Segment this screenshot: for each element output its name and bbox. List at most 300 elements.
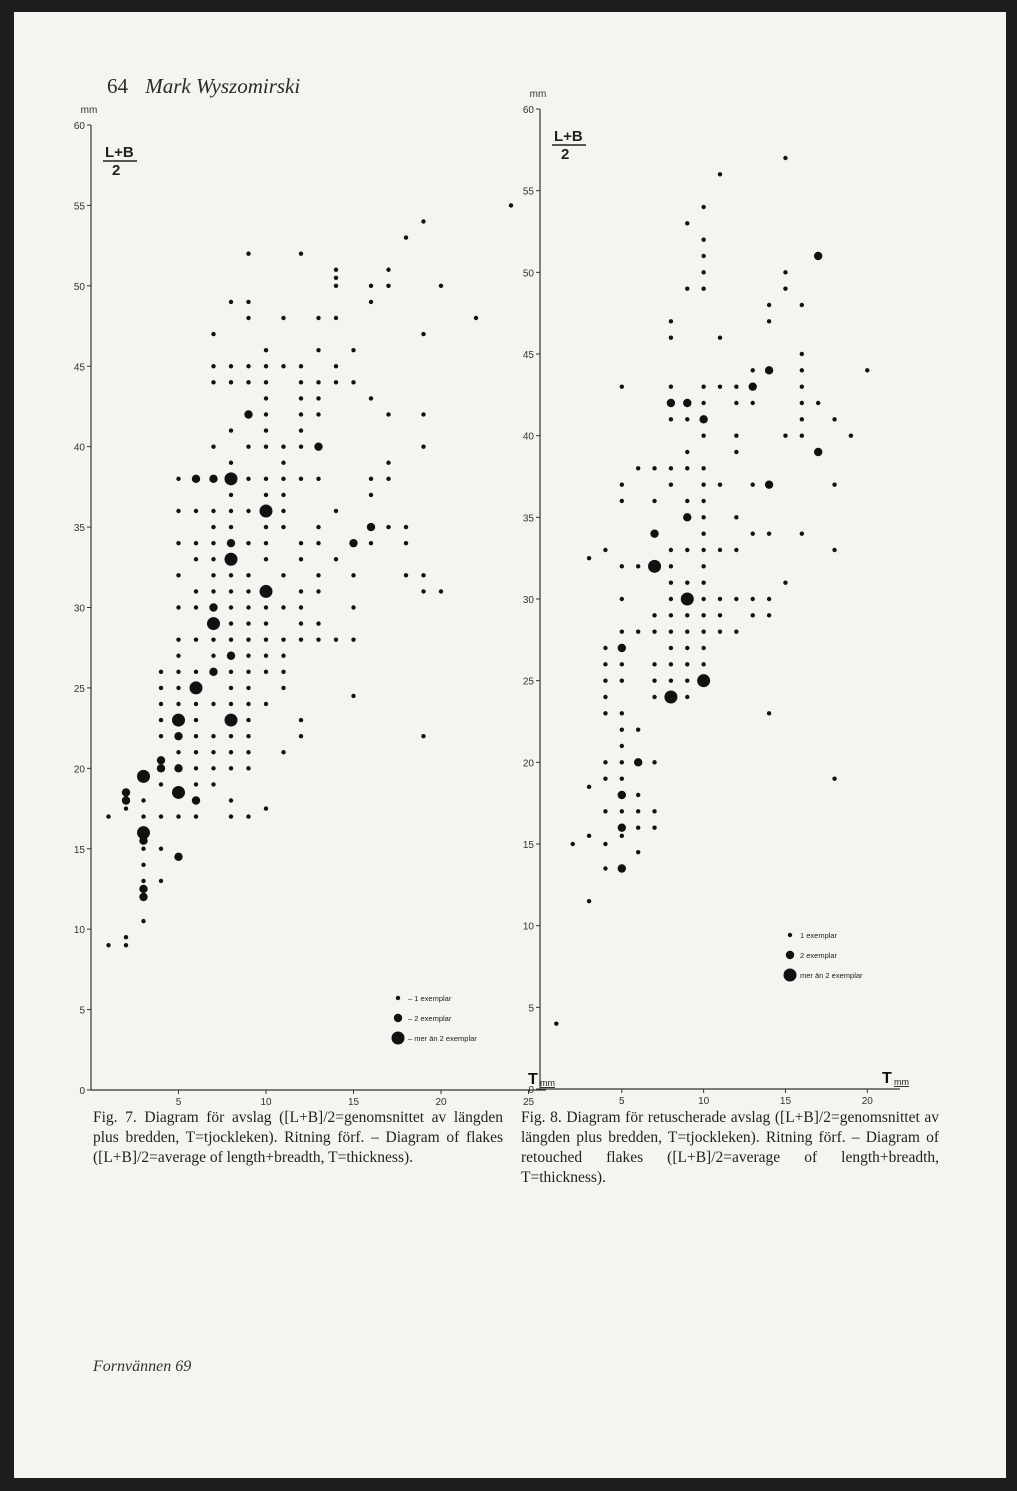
data-point: [603, 776, 607, 780]
y-tick-label: 0: [79, 1086, 85, 1097]
data-point: [246, 814, 250, 818]
data-point: [211, 766, 215, 770]
data-point: [701, 613, 705, 617]
data-point: [421, 219, 425, 223]
data-point: [246, 686, 250, 690]
data-point: [669, 548, 673, 552]
data-point: [603, 809, 607, 813]
data-point: [751, 482, 755, 486]
data-point: [349, 539, 357, 547]
data-point: [159, 847, 163, 851]
data-point: [718, 172, 722, 176]
data-point: [620, 662, 624, 666]
data-point: [316, 412, 320, 416]
data-point: [211, 541, 215, 545]
data-point: [314, 442, 322, 450]
data-point: [299, 477, 303, 481]
data-point: [718, 548, 722, 552]
data-point: [244, 410, 252, 418]
data-point: [751, 401, 755, 405]
data-point: [701, 286, 705, 290]
data-point: [246, 670, 250, 674]
data-point: [299, 412, 303, 416]
data-point: [141, 847, 145, 851]
data-point: [734, 597, 738, 601]
data-point: [603, 646, 607, 650]
data-point: [211, 637, 215, 641]
data-point: [800, 384, 804, 388]
data-point: [281, 670, 285, 674]
data-point: [281, 750, 285, 754]
x-tick-label: 10: [698, 1096, 710, 1107]
data-point: [229, 493, 233, 497]
legend-label: 2 exemplar: [800, 951, 838, 960]
data-point: [299, 557, 303, 561]
data-point: [620, 678, 624, 682]
data-point: [264, 477, 268, 481]
data-point: [194, 605, 198, 609]
data-point: [718, 335, 722, 339]
data-point: [281, 364, 285, 368]
legend-marker: [786, 951, 794, 959]
data-point: [211, 557, 215, 561]
data-point: [246, 509, 250, 513]
data-point: [685, 678, 689, 682]
y-tick-label: 40: [522, 431, 534, 443]
data-point: [334, 316, 338, 320]
data-point: [620, 776, 624, 780]
data-point: [620, 597, 624, 601]
data-point: [264, 702, 268, 706]
data-point: [281, 509, 285, 513]
data-point: [701, 548, 705, 552]
y-axis-label-denominator: 2: [561, 146, 570, 163]
data-point: [246, 621, 250, 625]
data-point: [701, 564, 705, 568]
y-tick-label: 45: [73, 362, 85, 374]
data-point: [225, 472, 238, 485]
data-point: [734, 515, 738, 519]
data-point: [734, 548, 738, 552]
data-point: [264, 412, 268, 416]
y-unit-label: mm: [80, 105, 98, 116]
data-point: [281, 316, 285, 320]
data-point: [701, 646, 705, 650]
data-point: [299, 718, 303, 722]
data-point: [783, 286, 787, 290]
data-point: [421, 332, 425, 336]
data-point: [316, 573, 320, 577]
data-point: [229, 637, 233, 641]
data-point: [260, 505, 273, 518]
data-point: [816, 401, 820, 405]
data-point: [207, 617, 220, 630]
figure-7-caption: Fig. 7. Diagram för avslag ([L+B]/2=genomsnittet av längden plus bredden, T=tjockleken). Ritning förf. – Diagram of flakes ([L+B]/2=average of length+breadth, T=thickness).: [93, 1109, 503, 1166]
data-point: [194, 814, 198, 818]
data-point: [814, 252, 822, 260]
data-point: [176, 605, 180, 609]
data-point: [734, 629, 738, 633]
data-point: [386, 477, 390, 481]
data-point: [718, 613, 722, 617]
data-point: [174, 764, 182, 772]
data-point: [211, 750, 215, 754]
data-point: [669, 319, 673, 323]
data-point: [229, 750, 233, 754]
data-point: [751, 613, 755, 617]
data-point: [264, 605, 268, 609]
data-point: [225, 714, 238, 727]
data-point: [718, 629, 722, 633]
data-point: [685, 450, 689, 454]
data-point: [620, 482, 624, 486]
data-point: [246, 734, 250, 738]
data-point: [701, 237, 705, 241]
data-point: [767, 319, 771, 323]
x-unit-label: mm: [894, 1077, 909, 1087]
data-point: [141, 863, 145, 867]
data-point: [439, 284, 443, 288]
x-axis-label: T: [528, 1071, 538, 1088]
data-point: [159, 702, 163, 706]
data-point: [229, 300, 233, 304]
data-point: [316, 637, 320, 641]
data-point: [734, 384, 738, 388]
data-point: [176, 670, 180, 674]
data-point: [701, 401, 705, 405]
data-point: [176, 573, 180, 577]
data-point: [386, 525, 390, 529]
data-point: [190, 681, 203, 694]
data-point: [141, 879, 145, 883]
data-point: [194, 718, 198, 722]
data-point: [194, 750, 198, 754]
data-point: [176, 637, 180, 641]
data-point: [299, 364, 303, 368]
y-tick-label: 30: [522, 595, 534, 606]
data-point: [421, 444, 425, 448]
y-tick-label: 0: [528, 1085, 534, 1096]
data-point: [652, 695, 656, 699]
figure-8-scatter-chart: [502, 85, 909, 1107]
data-point: [316, 316, 320, 320]
data-point: [211, 444, 215, 448]
legend-label: mer än 2 exemplar: [800, 971, 863, 980]
data-point: [264, 654, 268, 658]
data-point: [669, 384, 673, 388]
author-name: Mark Wyszomirski: [145, 74, 301, 98]
data-point: [800, 531, 804, 535]
data-point: [159, 686, 163, 690]
data-point: [229, 380, 233, 384]
y-tick-label: 50: [522, 268, 534, 280]
data-point: [832, 776, 836, 780]
data-point: [334, 557, 338, 561]
data-point: [636, 809, 640, 813]
data-point: [229, 734, 233, 738]
data-point: [749, 382, 757, 390]
data-point: [767, 531, 771, 535]
data-point: [603, 760, 607, 764]
data-point: [767, 597, 771, 601]
data-point: [587, 785, 591, 789]
data-point: [174, 732, 182, 740]
data-point: [316, 348, 320, 352]
data-point: [369, 541, 373, 545]
y-tick-label: 55: [522, 186, 534, 198]
data-point: [701, 499, 705, 503]
data-point: [141, 919, 145, 923]
data-point: [227, 652, 235, 660]
data-point: [620, 744, 624, 748]
data-point: [227, 539, 235, 547]
data-point: [211, 332, 215, 336]
data-point: [351, 573, 355, 577]
data-point: [194, 702, 198, 706]
data-point: [751, 531, 755, 535]
data-point: [404, 235, 408, 239]
data-point: [246, 718, 250, 722]
data-point: [351, 605, 355, 609]
data-point: [783, 156, 787, 160]
data-point: [554, 1021, 558, 1025]
data-point: [172, 786, 185, 799]
data-point: [246, 750, 250, 754]
data-point: [652, 809, 656, 813]
data-point: [264, 525, 268, 529]
data-point: [669, 335, 673, 339]
data-point: [767, 613, 771, 617]
data-point: [701, 433, 705, 437]
y-tick-label: 50: [73, 281, 85, 293]
data-point: [209, 603, 217, 611]
data-point: [669, 466, 673, 470]
data-point: [211, 573, 215, 577]
data-point: [229, 766, 233, 770]
data-point: [669, 417, 673, 421]
data-point: [603, 866, 607, 870]
x-tick-label: 15: [347, 1097, 360, 1108]
data-point: [334, 284, 338, 288]
data-point: [192, 796, 200, 804]
x-tick-label: 20: [861, 1096, 873, 1107]
data-point: [648, 560, 661, 573]
data-point: [751, 368, 755, 372]
data-point: [264, 637, 268, 641]
data-point: [246, 766, 250, 770]
data-point: [139, 885, 147, 893]
data-point: [620, 809, 624, 813]
figure-7-scatter-chart: [55, 95, 555, 1108]
data-point: [636, 793, 640, 797]
data-point: [246, 702, 250, 706]
data-point: [865, 368, 869, 372]
data-point: [176, 541, 180, 545]
data-point: [299, 637, 303, 641]
data-point: [421, 412, 425, 416]
data-point: [246, 364, 250, 368]
data-point: [159, 879, 163, 883]
data-point: [246, 573, 250, 577]
x-tick-label: 10: [260, 1097, 272, 1108]
data-point: [139, 893, 147, 901]
data-point: [699, 415, 707, 423]
data-point: [587, 834, 591, 838]
data-point: [124, 943, 128, 947]
data-point: [159, 670, 163, 674]
data-point: [652, 499, 656, 503]
data-point: [404, 573, 408, 577]
data-point: [157, 756, 165, 764]
data-point: [734, 450, 738, 454]
data-point: [571, 842, 575, 846]
data-point: [229, 573, 233, 577]
data-point: [669, 580, 673, 584]
data-point: [137, 826, 150, 839]
data-point: [767, 303, 771, 307]
data-point: [246, 605, 250, 609]
data-point: [334, 276, 338, 280]
data-point: [351, 694, 355, 698]
journal-footer: Fornvännen 69: [93, 1358, 192, 1375]
data-point: [264, 493, 268, 497]
data-point: [685, 646, 689, 650]
data-point: [229, 428, 233, 432]
data-point: [603, 695, 607, 699]
data-point: [669, 629, 673, 633]
data-point: [386, 461, 390, 465]
data-point: [800, 303, 804, 307]
data-point: [174, 853, 182, 861]
data-point: [176, 654, 180, 658]
data-point: [652, 629, 656, 633]
data-point: [620, 727, 624, 731]
data-point: [669, 597, 673, 601]
data-point: [211, 509, 215, 513]
y-tick-label: 30: [73, 603, 85, 615]
data-point: [229, 525, 233, 529]
data-point: [141, 798, 145, 802]
data-point: [701, 597, 705, 601]
data-point: [685, 417, 689, 421]
data-point: [334, 637, 338, 641]
data-point: [683, 399, 691, 407]
data-point: [229, 364, 233, 368]
data-point: [351, 380, 355, 384]
data-point: [421, 573, 425, 577]
data-point: [264, 428, 268, 432]
data-point: [685, 548, 689, 552]
data-point: [316, 477, 320, 481]
y-axis-label-denominator: 2: [112, 162, 121, 179]
data-point: [334, 268, 338, 272]
data-point: [211, 702, 215, 706]
data-point: [620, 499, 624, 503]
data-point: [264, 380, 268, 384]
data-point: [264, 806, 268, 810]
data-point: [718, 482, 722, 486]
data-point: [618, 864, 626, 872]
data-point: [176, 702, 180, 706]
data-point: [652, 825, 656, 829]
data-point: [718, 384, 722, 388]
x-unit-label: mm: [540, 1078, 555, 1088]
data-point: [159, 718, 163, 722]
data-point: [718, 597, 722, 601]
y-tick-label: 10: [73, 925, 85, 937]
data-point: [620, 760, 624, 764]
data-point: [299, 428, 303, 432]
data-point: [334, 380, 338, 384]
data-point: [211, 734, 215, 738]
data-point: [264, 348, 268, 352]
data-point: [669, 613, 673, 617]
data-point: [246, 251, 250, 255]
legend-label: – mer än 2 exemplar: [408, 1034, 477, 1043]
y-tick-label: 15: [522, 840, 534, 851]
data-point: [246, 541, 250, 545]
legend-label: – 1 exemplar: [408, 994, 452, 1003]
data-point: [634, 758, 642, 766]
data-point: [194, 509, 198, 513]
data-point: [767, 711, 771, 715]
data-point: [685, 662, 689, 666]
data-point: [157, 764, 165, 772]
data-point: [685, 286, 689, 290]
data-point: [176, 509, 180, 513]
data-point: [369, 477, 373, 481]
data-point: [194, 637, 198, 641]
data-point: [246, 589, 250, 593]
data-point: [211, 364, 215, 368]
data-point: [159, 782, 163, 786]
data-point: [685, 613, 689, 617]
data-point: [209, 475, 217, 483]
y-unit-label: mm: [529, 89, 547, 100]
data-point: [316, 396, 320, 400]
data-point: [194, 782, 198, 786]
data-point: [701, 254, 705, 258]
data-point: [281, 637, 285, 641]
data-point: [669, 646, 673, 650]
data-point: [386, 268, 390, 272]
data-point: [751, 597, 755, 601]
data-point: [800, 368, 804, 372]
data-point: [229, 605, 233, 609]
data-point: [669, 564, 673, 568]
data-point: [618, 791, 626, 799]
x-tick-label: 15: [779, 1096, 792, 1107]
data-point: [439, 589, 443, 593]
data-point: [229, 702, 233, 706]
data-point: [620, 629, 624, 633]
data-point: [652, 613, 656, 617]
data-point: [209, 668, 217, 676]
data-point: [369, 300, 373, 304]
data-point: [652, 466, 656, 470]
data-point: [281, 525, 285, 529]
page-number: 64: [107, 74, 128, 98]
y-tick-label: 15: [73, 844, 85, 856]
data-point: [681, 593, 694, 606]
legend-label: 1 exemplar: [800, 931, 838, 940]
data-point: [229, 509, 233, 513]
y-axis-label-numerator: L+B: [554, 128, 583, 145]
y-tick-label: 45: [522, 350, 534, 361]
data-point: [246, 444, 250, 448]
data-point: [229, 670, 233, 674]
data-point: [421, 589, 425, 593]
